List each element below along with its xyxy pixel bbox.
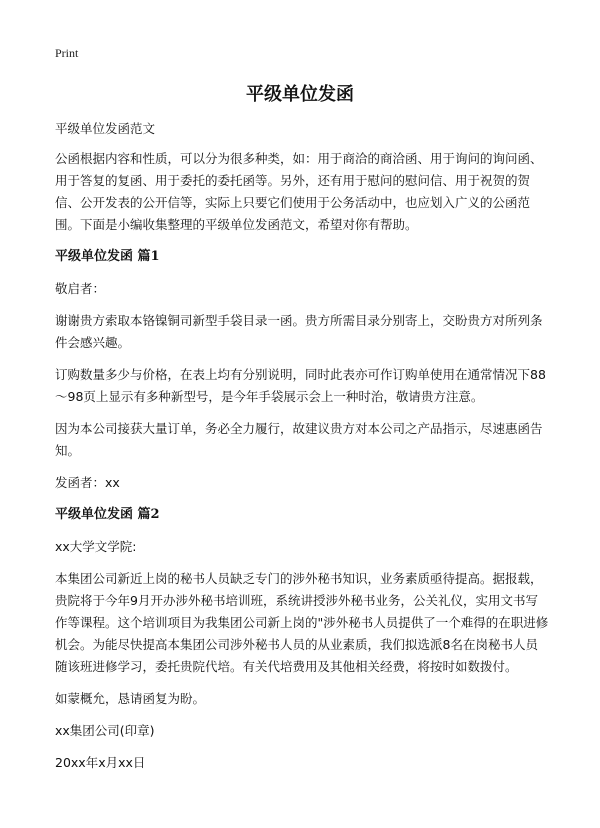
- section-1-heading: 平级单位发函 篇1: [55, 249, 160, 264]
- section-1-sender: 发函者：xx: [55, 475, 120, 490]
- section-2-salutation: xx大学文学院:: [55, 539, 137, 554]
- section-2-paragraph: 如蒙概允，恳请函复为盼。: [55, 691, 206, 706]
- section-1-salutation: 敬启者：: [55, 281, 106, 296]
- intro-paragraph: 公函根据内容和性质，可以分为很多种类，如：用于商洽的商洽函、用于询问的询问函、用于答复的复函、用于委托的委托函等。另外，还有用于慰问的慰问信、用于祝贺的贺信、公开发表的公开信等，实际上只要它们使用于公务活动中，也应划入广义的公函范围。下面是小编收集整理的平级单位发函范文，希望对你有帮助。: [55, 151, 543, 232]
- section-1-paragraph: 订购数量多少与价格，在表上均有分别说明，同时此表亦可作订购单使用在通常情况下88～98页上显示有多种新型号，是今年手袋展示会上一种时治，敬请贵方注意。: [55, 367, 546, 404]
- document-body: [55, 118, 550, 784]
- document-subtitle: 平级单位发函范文: [55, 121, 156, 136]
- section-2-heading: 平级单位发函 篇2: [55, 507, 160, 522]
- section-2-date: 20xx年x月xx日: [55, 755, 146, 770]
- document-title: 平级单位发函: [246, 84, 354, 105]
- section-2-signature: xx集团公司(印章): [55, 723, 155, 738]
- section-2-paragraph: 本集团公司新近上岗的秘书人员缺乏专门的涉外秘书知识，业务素质亟待提高。据报载，贵院将于今年9月开办涉外秘书培训班，系统讲授涉外秘书业务，公关礼仪，实用文书写作等课程。这个培训项目为我集团公司新上岗的"涉外秘书人员提供了一个难得的在职进修机会。为能尽快提高本集团公司涉外秘书人员的从业素质，我们拟选派8名在岗秘书人员随该班进修学习，委托贵院代培。有关代培费用及其他相关经费，将按时如数拨付。: [55, 571, 549, 674]
- section-1-paragraph: 谢谢贵方索取本铬镍铜司新型手袋目录一函。贵方所需目录分别寄上，交盼贵方对所列条件会感兴趣。: [55, 313, 543, 350]
- section-1-paragraph: 因为本公司接获大量订单，务必全力履行，故建议贵方对本公司之产品指示，尽速惠函告知。: [55, 421, 543, 458]
- print-label: Print: [55, 46, 79, 60]
